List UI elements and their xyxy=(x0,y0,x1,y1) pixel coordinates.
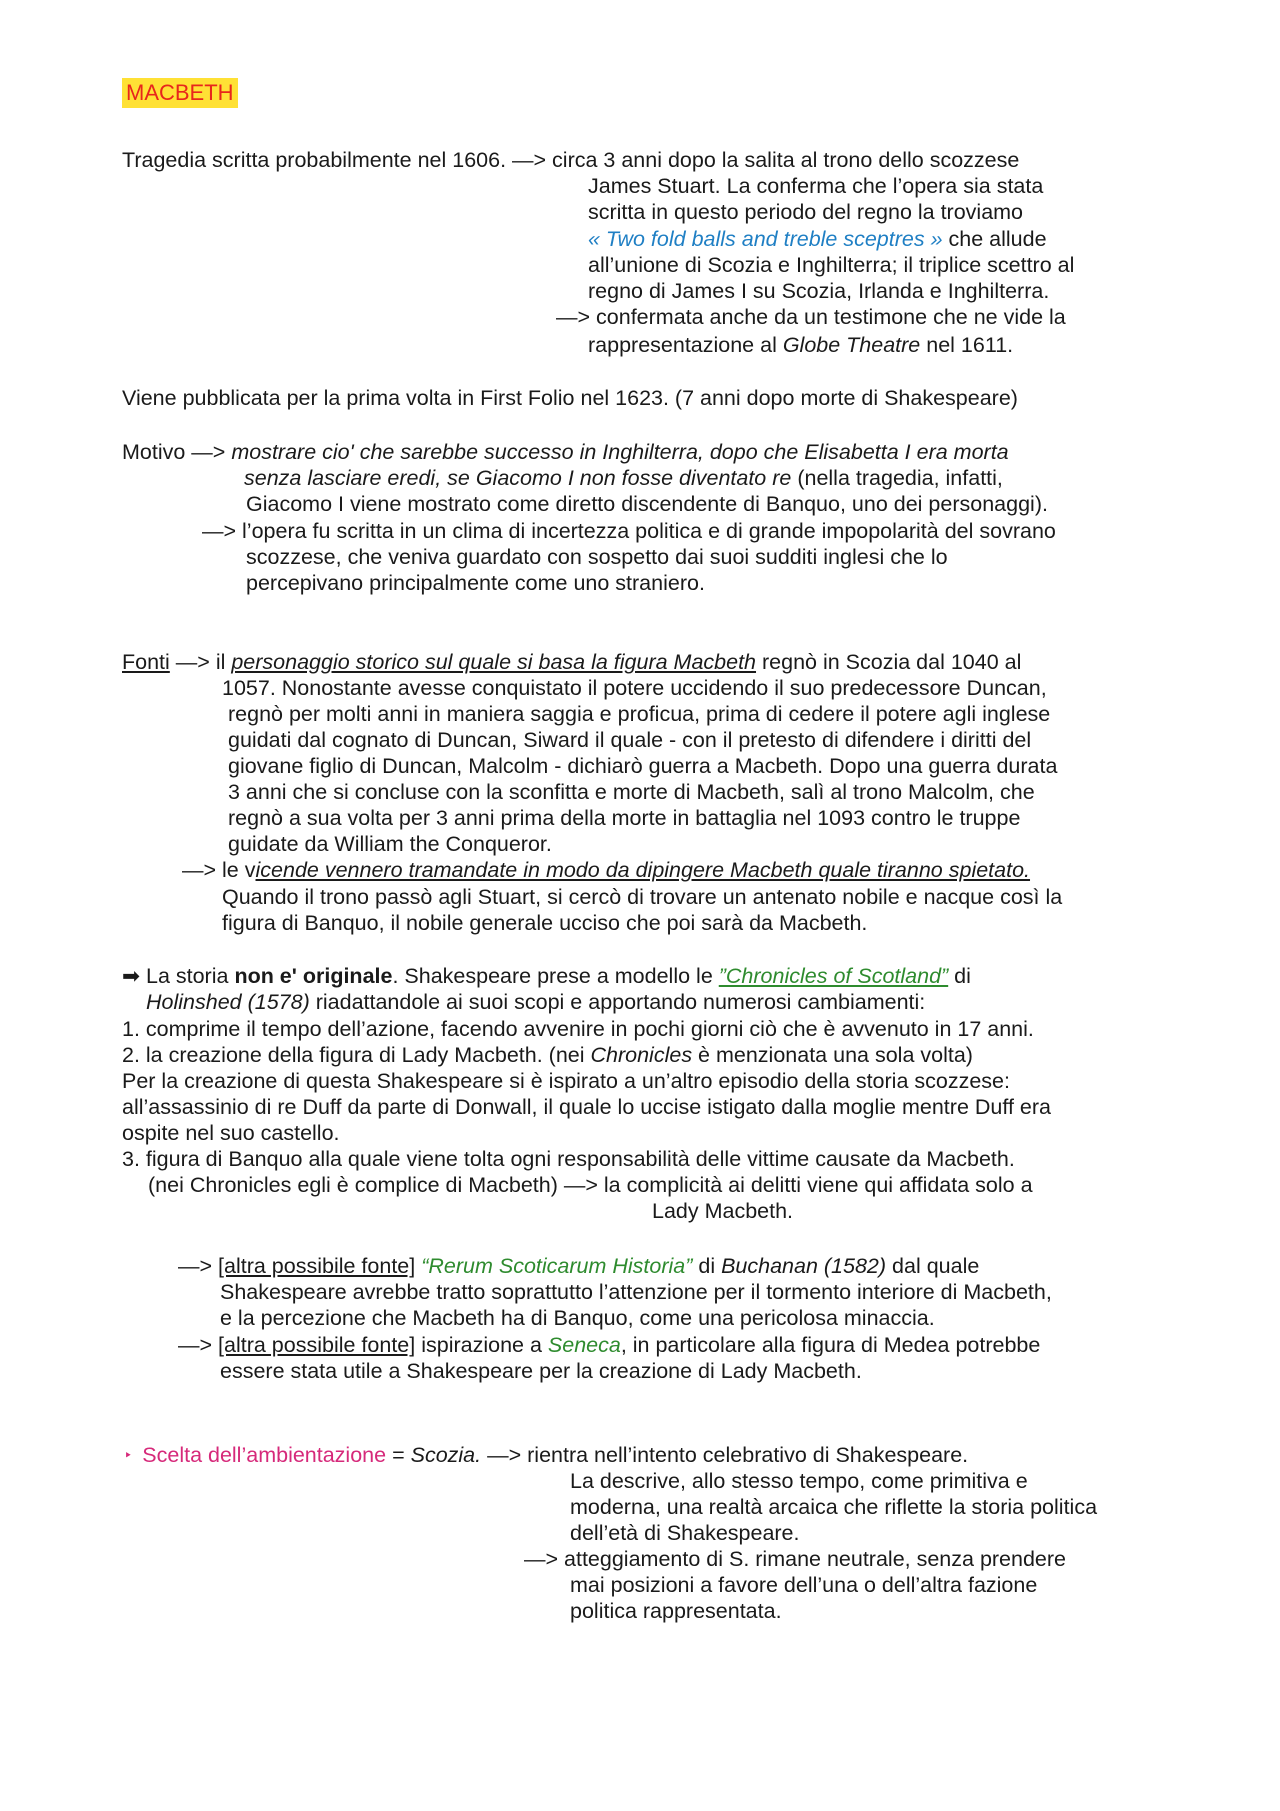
document-title: MACBETH xyxy=(122,78,238,108)
p4-line-b: 1057. Nonostante avesse conquistato il potere uccidendo il suo predecessore Duncan, xyxy=(222,676,1047,700)
p1-line-d: « Two fold balls and treble sceptres » che allude xyxy=(588,227,1047,251)
p4-line-h: guidate da William the Conqueror. xyxy=(228,832,552,856)
p7-line-e: —> atteggiamento di S. rimane neutrale, senza prendere xyxy=(524,1547,1067,1571)
p5-line-b: Holinshed (1578) riadattandole ai suoi scopi e apportando numerosi cambiamenti: xyxy=(146,990,926,1014)
p1-line-b: James Stuart. La conferma che l’opera sia stata xyxy=(588,174,1044,198)
p5-line-i: (nei Chronicles egli è complice di Macbeth) —> la complicità ai delitti viene qui affidata solo a xyxy=(148,1173,1033,1197)
fonti-label: Fonti xyxy=(122,650,170,674)
p5-line-c: 1. comprime il tempo dell’azione, facendo avvenire in pochi giorni ciò che è avvenuto in 17 anni. xyxy=(122,1017,1034,1041)
p3-line-b: senza lasciare eredi, se Giacomo I non fosse diventato re (nella tragedia, infatti, xyxy=(244,466,1003,490)
p1-line-a: Tragedia scritta probabilmente nel 1606. —> circa 3 anni dopo la salita al trono dello scozzese xyxy=(122,148,1020,172)
p3-line-f: percepivano principalmente come uno straniero. xyxy=(246,571,705,595)
p6-line-b: Shakespeare avrebbe tratto soprattutto l’attenzione per il tormento interiore di Macbeth, xyxy=(220,1280,1052,1304)
p6-line-c: e la percezione che Macbeth ha di Banquo, come una pericolosa minaccia. xyxy=(220,1306,935,1330)
source-tag: [altra possibile fonte] xyxy=(218,1333,416,1357)
p4-line-f: 3 anni che si concluse con la sconfitta e morte di Macbeth, salì al trono Malcolm, che xyxy=(228,780,1035,804)
p5-line-j: Lady Macbeth. xyxy=(652,1199,794,1223)
p4-line-i: —> le vicende vennero tramandate in modo da dipingere Macbeth quale tiranno spietato. xyxy=(182,858,1031,882)
p3-line-d: —> l’opera fu scritta in un clima di incertezza politica e di grande impopolarità del sovrano xyxy=(202,519,1056,543)
p4-line-c: regnò per molti anni in maniera saggia e proficua, prima di cedere il potere agli inglese xyxy=(228,702,1051,726)
p7-line-f: mai posizioni a favore dell’una o dell’altra fazione xyxy=(570,1573,1038,1597)
p4-line-a: Fonti —> il personaggio storico sul quale si basa la figura Macbeth regnò in Scozia dal 1040 al xyxy=(122,650,1022,674)
p5-line-h: 3. figura di Banquo alla quale viene tolta ogni responsabilità delle vittime causate da Macbeth. xyxy=(122,1147,1015,1171)
p6-line-e: essere stata utile a Shakespeare per la creazione di Lady Macbeth. xyxy=(220,1359,862,1383)
p4-line-g: regnò a sua volta per 3 anni prima della morte in battaglia nel 1093 contro le truppe xyxy=(228,806,1021,830)
p6-line-a: —> [altra possibile fonte] “Rerum Scoticarum Historia” di Buchanan (1582) dal quale xyxy=(178,1254,980,1278)
p3-line-e: scozzese, che veniva guardato con sospetto dai suoi sudditi inglesi che lo xyxy=(246,545,948,569)
p3-line-c: Giacomo I viene mostrato come diretto discendente di Banquo, uno dei personaggi). xyxy=(246,492,1048,516)
p5-line-e: Per la creazione di questa Shakespeare si è ispirato a un’altro episodio della storia scozzese: xyxy=(122,1069,1010,1093)
p1-line-f: regno di James I su Scozia, Irlanda e Inghilterra. xyxy=(588,279,1050,303)
bullet-icon: ‣ xyxy=(124,1447,133,1463)
p1-line-e: all’unione di Scozia e Inghilterra; il triplice scettro al xyxy=(588,253,1075,277)
quote-two-fold-balls: « Two fold balls and treble sceptres » xyxy=(588,227,943,251)
p4-line-d: guidati dal cognato di Duncan, Siward il quale - con il pretesto di difendere i diritti del xyxy=(228,728,1032,752)
p2-line: Viene pubblicata per la prima volta in First Folio nel 1623. (7 anni dopo morte di Shakespeare) xyxy=(122,386,1018,410)
chronicles-link: ”Chronicles of Scotland” xyxy=(718,964,949,988)
p4-line-k: figura di Banquo, il nobile generale ucciso che poi sarà da Macbeth. xyxy=(222,911,868,935)
p5-line-f: all’assassinio di re Duff da parte di Donwall, il quale lo uccise istigato dalla moglie mentre Duff era xyxy=(122,1095,1051,1119)
p1-line-g: —> confermata anche da un testimone che ne vide la xyxy=(556,305,1066,329)
p6-line-d: —> [altra possibile fonte] ispirazione a Seneca, in particolare alla figura di Medea potrebbe xyxy=(178,1333,1041,1357)
p3-line-a: Motivo —> mostrare cio' che sarebbe successo in Inghilterra, dopo che Elisabetta I era morta xyxy=(122,440,1009,464)
p7-line-a: ‣ Scelta dell’ambientazione = Scozia. —> rientra nell’intento celebrativo di Shakespeare. xyxy=(124,1443,969,1467)
p5-line-g: ospite nel suo castello. xyxy=(122,1121,340,1145)
p7-line-g: politica rappresentata. xyxy=(570,1599,782,1623)
arrow-right-icon: ➡ xyxy=(122,964,141,988)
p1-line-h: rappresentazione al Globe Theatre nel 1611. xyxy=(588,333,1014,357)
p5-line-a: ➡ La storia non e' originale. Shakespeare prese a modello le ”Chronicles of Scotland” di xyxy=(122,964,971,988)
p5-line-d: 2. la creazione della figura di Lady Macbeth. (nei Chronicles è menzionata una sola volta) xyxy=(122,1043,973,1067)
p7-line-b: La descrive, allo stesso tempo, come primitiva e xyxy=(570,1469,1028,1493)
p4-line-j: Quando il trono passò agli Stuart, si cercò di trovare un antenato nobile e nacque così la xyxy=(222,885,1063,909)
p1-line-c: scritta in questo periodo del regno la troviamo xyxy=(588,200,1024,224)
p7-line-d: dell’età di Shakespeare. xyxy=(570,1521,800,1545)
p7-line-c: moderna, una realtà arcaica che riflette la storia politica xyxy=(570,1495,1098,1519)
source-tag: [altra possibile fonte] xyxy=(218,1254,416,1278)
p4-line-e: giovane figlio di Duncan, Malcolm - dichiarò guerra a Macbeth. Dopo una guerra durata xyxy=(228,754,1058,778)
